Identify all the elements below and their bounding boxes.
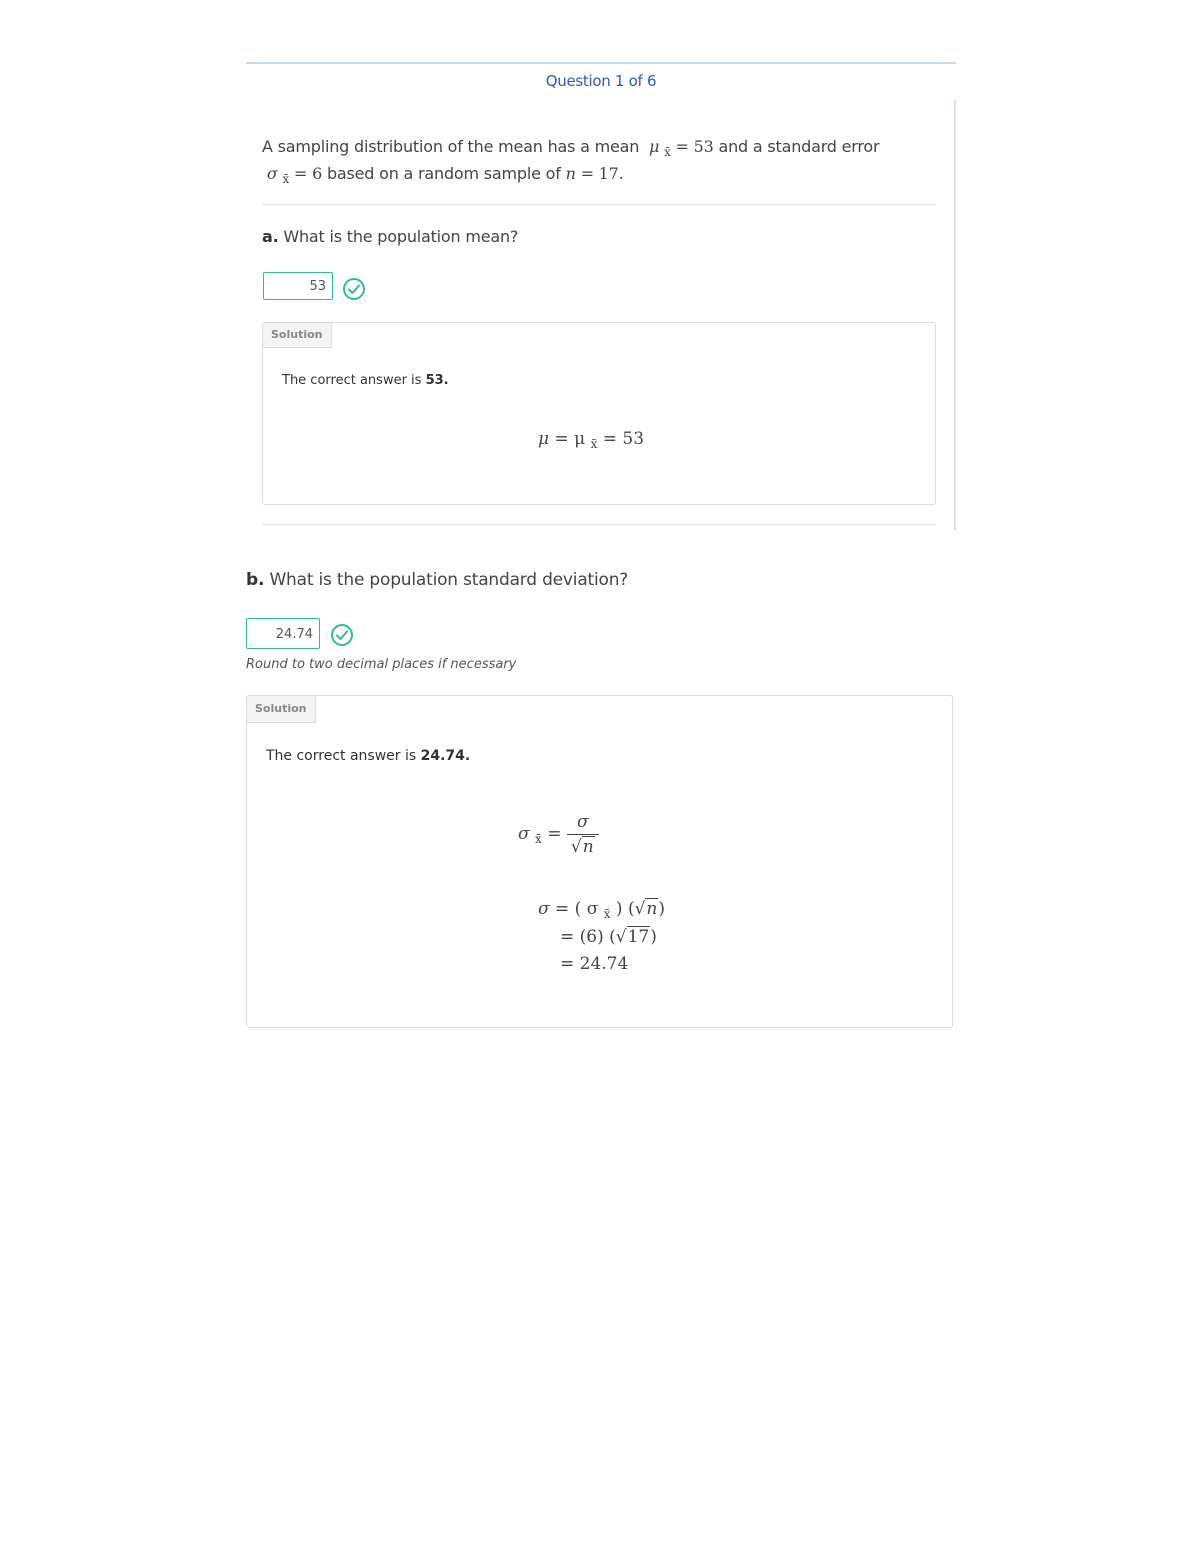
part-b-question-text: What is the population standard deviation? [269, 570, 629, 590]
derivation-line-2 [538, 924, 665, 951]
eq-xbar-subscript: x̄ [535, 832, 542, 846]
correct-answer-prefix: The correct answer is [282, 373, 422, 388]
n-symbol: n [565, 164, 576, 183]
mean-value: = 53 [675, 137, 714, 156]
eq-mu-xbar: = μ [554, 429, 586, 449]
sqrt-radicand: n [646, 899, 658, 919]
part-a-letter: a. [262, 227, 279, 246]
sqrt-symbol: √ [570, 837, 582, 857]
part-a-question-text: What is the population mean? [283, 227, 519, 246]
correct-answer-value: 24.74. [420, 748, 471, 764]
section-divider [262, 204, 936, 205]
part-b-letter: b. [246, 570, 265, 590]
question-intro [262, 134, 932, 188]
part-a-correct-answer [282, 373, 449, 388]
eq-open: = ( σ [555, 899, 599, 919]
derivation-line-3 [538, 951, 665, 978]
intro-text-3: based on a random sample of [326, 164, 561, 183]
eq-open: = (6) (√ [560, 927, 627, 947]
part-a-equation [538, 429, 644, 449]
sigma-derivation [538, 896, 665, 978]
top-divider [246, 62, 956, 64]
n-value: = 17. [580, 164, 624, 183]
xbar-subscript: x̄ [282, 172, 290, 186]
eq-close: ) (√ [615, 899, 646, 919]
eq-sigma: σ [518, 824, 530, 844]
sqrt-radicand: 17 [627, 927, 650, 947]
mu-symbol: μ [648, 137, 660, 156]
part-a-answer-input[interactable]: 53 [263, 272, 333, 300]
derivation-line-1 [538, 896, 665, 924]
rounding-hint: Round to two decimal places if necessary [246, 657, 517, 672]
correct-answer-prefix: The correct answer is [266, 748, 417, 764]
part-a-solution-tab[interactable]: Solution [263, 323, 332, 348]
part-b-solution-panel [246, 695, 953, 1028]
part-b-answer-input[interactable]: 24.74 [246, 618, 320, 649]
part-b-correct-answer [266, 748, 470, 764]
correct-answer-value: 53. [425, 373, 449, 388]
standard-error-formula [518, 812, 599, 857]
sigma-symbol: σ [266, 164, 278, 183]
vertical-divider [954, 100, 956, 530]
fraction-numerator: σ [567, 812, 599, 835]
eq-result: = 24.74 [560, 954, 629, 974]
part-b-question [246, 570, 628, 590]
part-b-solution-tab[interactable]: Solution [247, 696, 316, 723]
eq-end: ) [650, 927, 657, 947]
eq-end: ) [658, 899, 666, 919]
eq-value: = 53 [602, 429, 645, 449]
eq-xbar-subscript: x̄ [590, 437, 598, 451]
correct-check-icon [330, 623, 354, 647]
question-counter: Question 1 of 6 [545, 72, 657, 90]
correct-check-icon [342, 277, 366, 301]
part-a-question [262, 227, 518, 246]
section-divider [262, 524, 936, 525]
xbar-subscript: x̄ [664, 145, 671, 159]
se-value: = 6 [293, 164, 323, 183]
part-a-solution-panel [262, 322, 936, 505]
eq-mu: μ [538, 429, 550, 449]
eq-xbar-subscript: x̄ [603, 907, 611, 921]
eq-equals: = [547, 824, 562, 844]
fraction-denominator [567, 835, 599, 857]
eq-sigma: σ [538, 899, 550, 919]
intro-text-1: A sampling distribution of the mean has a mean [262, 137, 640, 156]
intro-text-2: and a standard error [718, 137, 880, 156]
fraction [567, 812, 599, 857]
sqrt-radicand: n [582, 837, 594, 857]
